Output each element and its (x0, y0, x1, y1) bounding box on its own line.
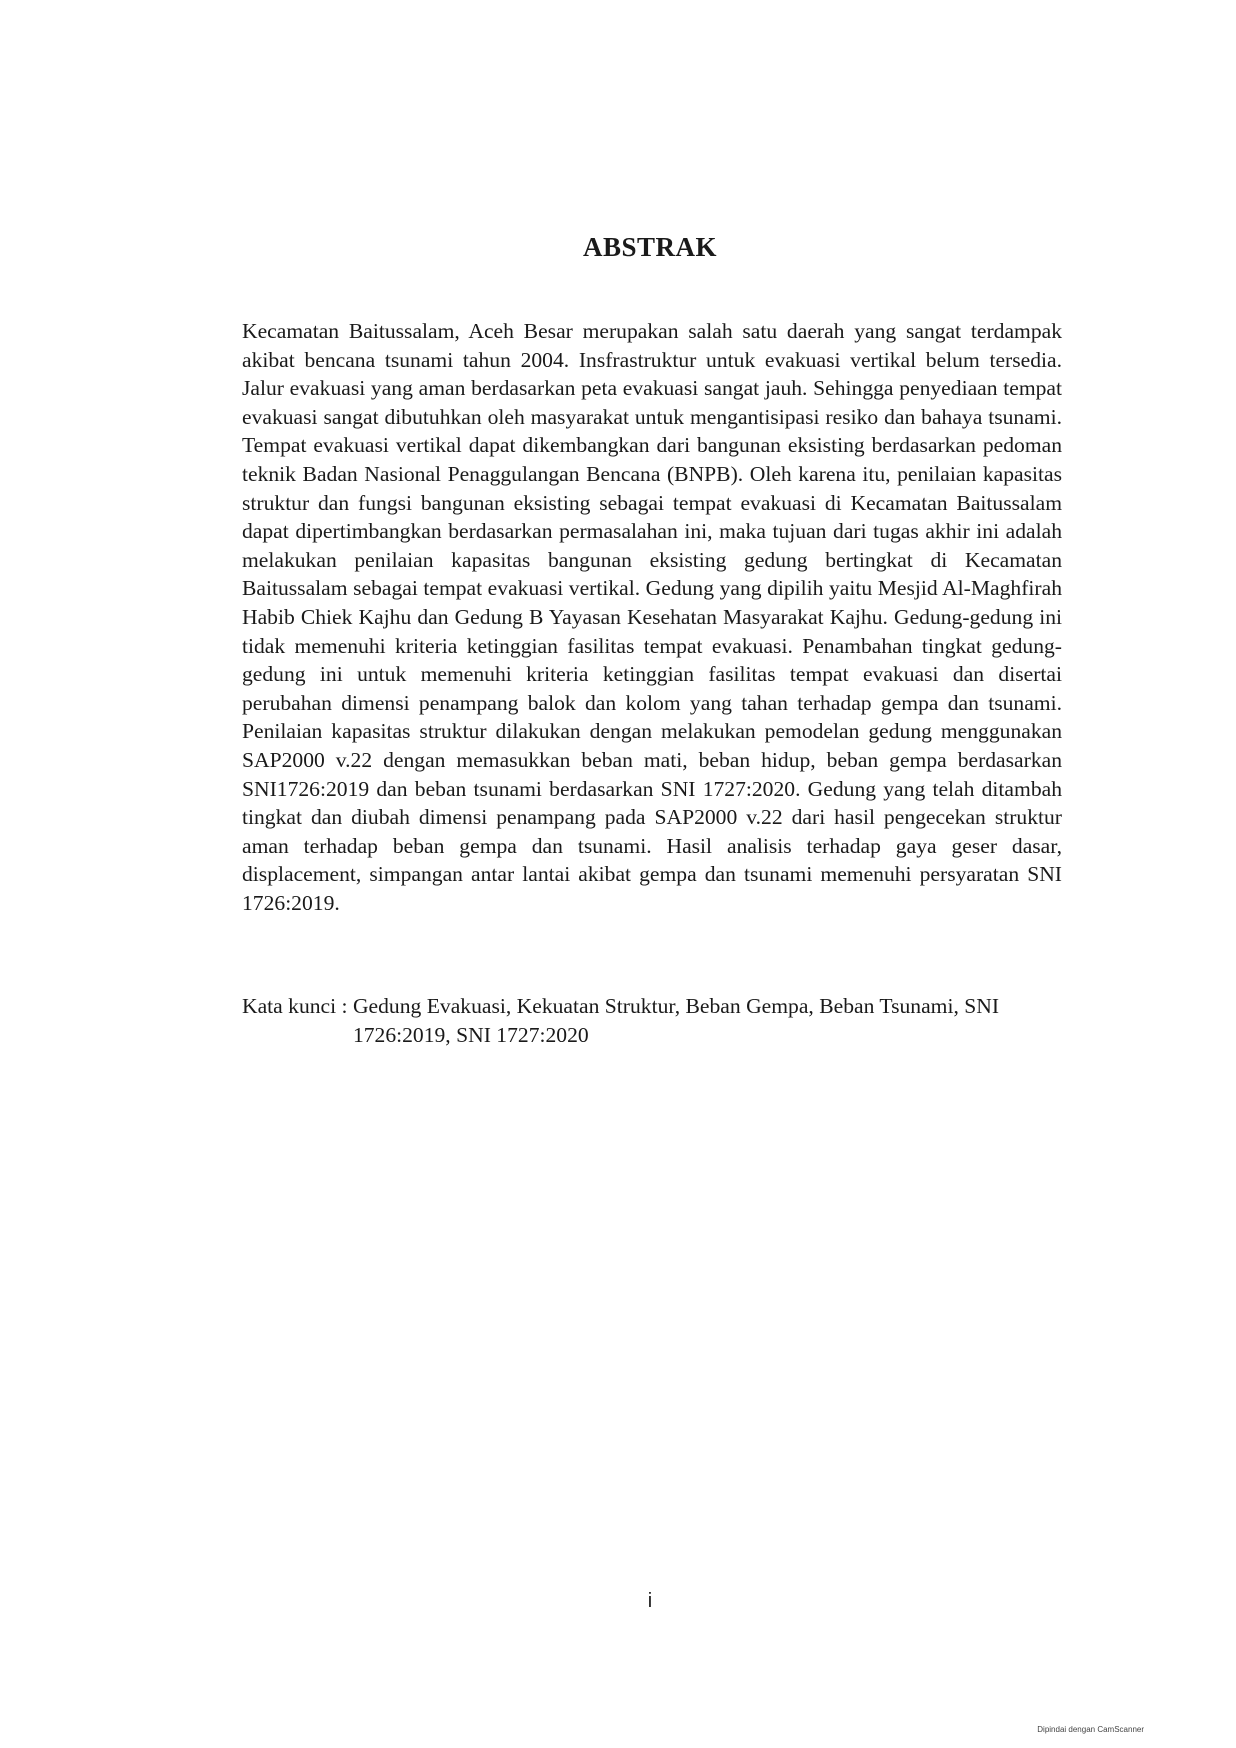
scanner-watermark: Dipindai dengan CamScanner (1037, 1725, 1144, 1734)
abstract-paragraph: Kecamatan Baitussalam, Aceh Besar merupakan salah satu daerah yang sangat terdampak akibat bencana tsunami tahun 2004. Insfrastruktur untuk evakuasi vertikal belum tersedia. Jalur evakuasi yang aman berdasarkan peta evakuasi sangat jauh. Sehingga penyediaan tempat evakuasi sangat dibutuhkan oleh masyarakat untuk mengantisipasi resiko dan bahaya tsunami. Tempat evakuasi vertikal dapat dikembangkan dari bangunan eksisting berdasarkan pedoman teknik Badan Nasional Penaggulangan Bencana (BNPB). Oleh karena itu, penilaian kapasitas struktur dan fungsi bangunan eksisting sebagai tempat evakuasi di Kecamatan Baitussalam dapat dipertimbangkan berdasarkan permasalahan ini, maka tujuan dari tugas akhir ini adalah melakukan penilaian kapasitas bangunan eksisting gedung bertingkat di Kecamatan Baitussalam sebagai tempat evakuasi vertikal. Gedung yang dipilih yaitu Mesjid Al-Maghfirah Habib Chiek Kajhu dan Gedung B Yayasan Kesehatan Masyarakat Kajhu. Gedung-gedung ini tidak memenuhi kriteria ketinggian fasilitas tempat evakuasi. Penambahan tingkat gedung-gedung ini untuk memenuhi kriteria ketinggian fasilitas tempat evakuasi dan disertai perubahan dimensi penampang balok dan kolom yang tahan terhadap gempa dan tsunami. Penilaian kapasitas struktur dilakukan dengan melakukan pemodelan gedung menggunakan SAP2000 v.22 dengan memasukkan beban mati, beban hidup, beban gempa berdasarkan SNI1726:2019 dan beban tsunami berdasarkan SNI 1727:2020. Gedung yang telah ditambah tingkat dan diubah dimensi penampang pada SAP2000 v.22 dari hasil pengecekan struktur aman terhadap beban gempa dan tsunami. Hasil analisis terhadap gaya geser dasar, displacement, simpangan antar lantai akibat gempa dan tsunami memenuhi persyaratan SNI 1726:2019. (242, 319, 1062, 915)
page-number: i (647, 1590, 653, 1612)
keywords-values: Gedung Evakuasi, Kekuatan Struktur, Beban Gempa, Beban Tsunami, SNI 1726:2019, SNI 1727:2020 (352, 994, 1000, 1047)
keywords-label: Kata kunci : (242, 994, 353, 1018)
keywords-line (242, 992, 1072, 1049)
page-title: ABSTRAK (582, 232, 718, 262)
